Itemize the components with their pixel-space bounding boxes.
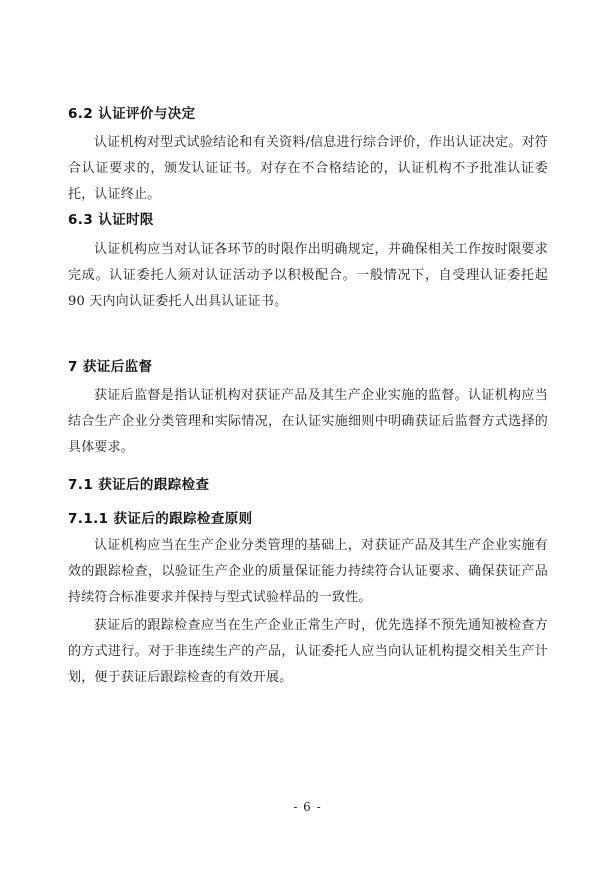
paragraph-6-2-1: 认证机构对型式试验结论和有关资料/信息进行综合评价，作出认证决定。对符合认证要求的，颁发认证证书。对存在不合格结论的，认证机构不予批准认证委托，认证终止。 (68, 135, 548, 203)
heading-7-1: 7.1 获证后的跟踪检查 (68, 476, 210, 493)
section-spacer (68, 317, 548, 331)
paragraph-7-1: 获证后监督是指认证机构对获证产品及其生产企业实施的监督。认证机构应当结合生产企业分类管理和实际情况，在认证实施细则中明确获证后监督方式选择的具体要求。 (68, 387, 548, 455)
page-number: - 6 - (293, 800, 322, 814)
heading-6-2: 6.2 认证评价与决定 (68, 106, 196, 122)
paragraph-7-1-1-b: 获证后的跟踪检查应当在生产企业正常生产时，优先选择不预先通知被检查方的方式进行。对于非连续生产的产品，认证委托人应当向认证机构提交相关生产计划，便于获证后跟踪检查的有效开展。 (68, 618, 548, 686)
heading-7-1-1: 7.1.1 获证后的跟踪检查原则 (68, 511, 253, 527)
heading-7: 7 获证后监督 (68, 358, 153, 375)
heading-6-3: 6.3 认证时限 (68, 212, 154, 229)
document-body (68, 104, 548, 693)
paragraph-7-1-1-a: 认证机构应当在生产企业分类管理的基础上，对获证产品及其生产企业实施有效的跟踪检查，以验证生产企业的质量保证能力持续符合认证要求、确保获证产品持续符合标准要求并保持与型式试验样品的一致性。 (68, 538, 548, 606)
paragraph-6-3-1: 认证机构应当对认证各环节的时限作出明确规定，并确保相关工作按时限要求完成。认证委托人须对认证活动予以积极配合。一般情况下，自受理认证委托起 90 天内向认证委托人出具认证证书。 (68, 241, 548, 309)
